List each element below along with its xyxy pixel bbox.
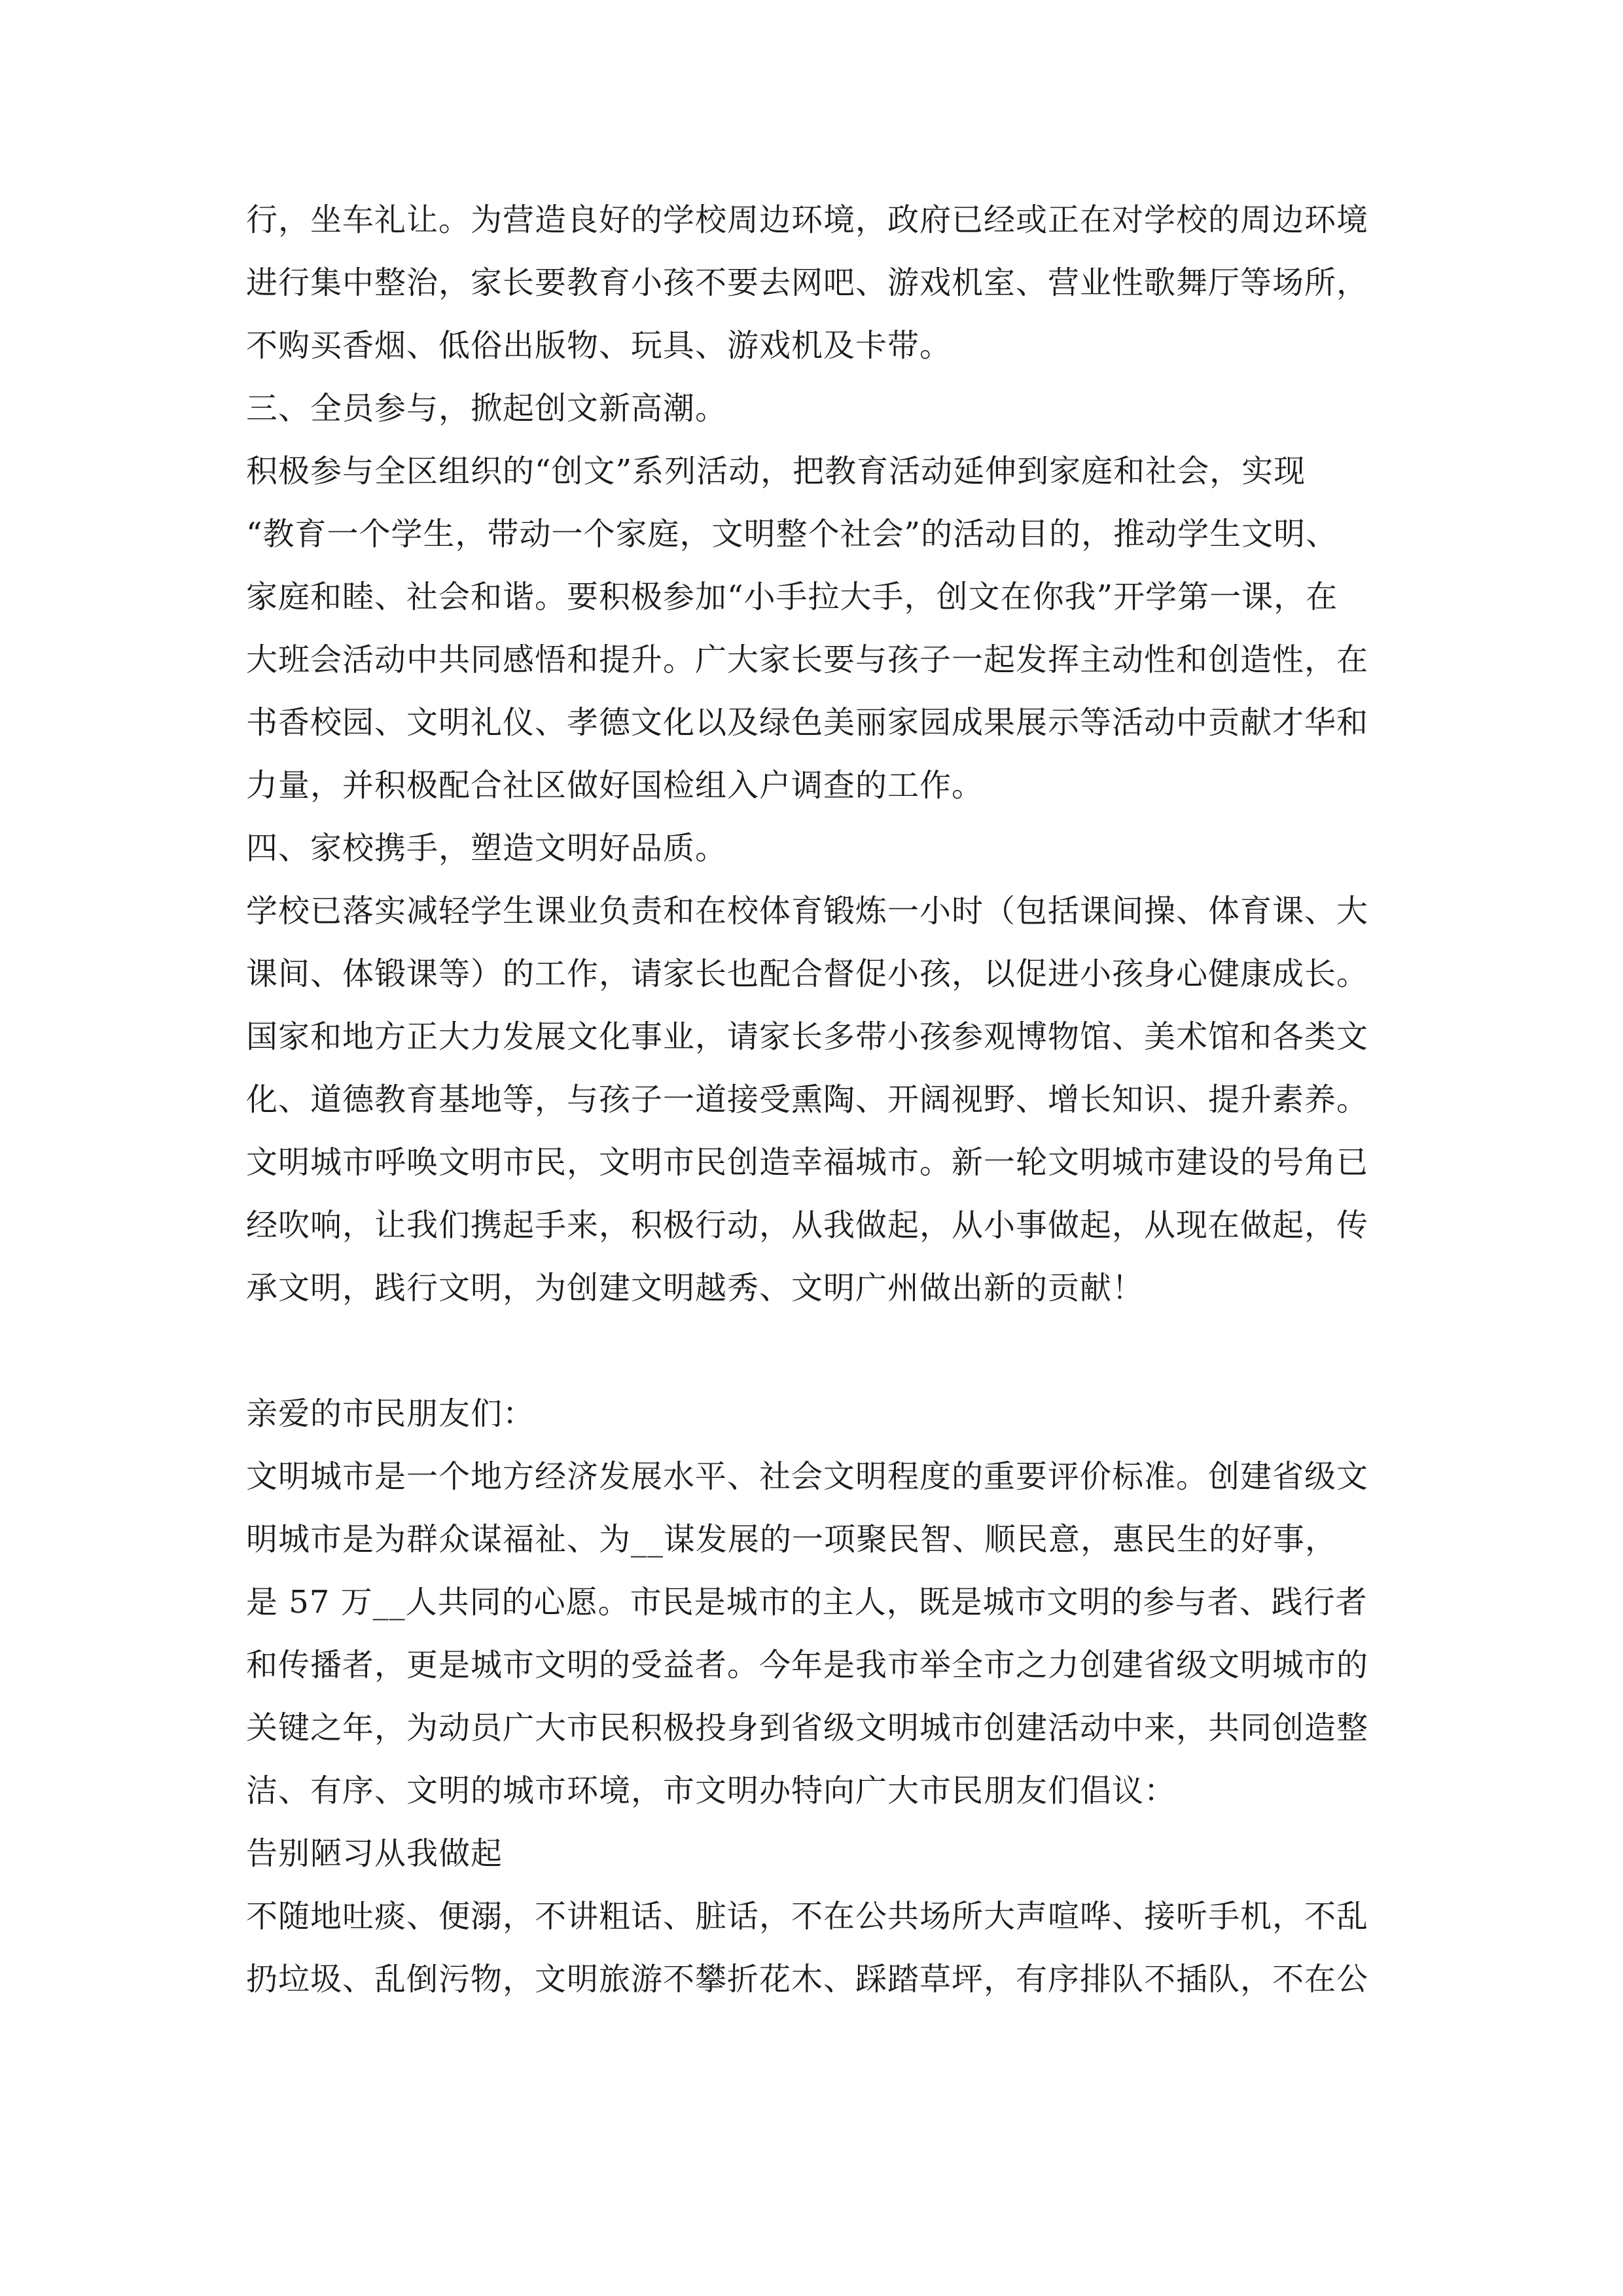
text-line: 行，坐车礼让。为营造良好的学校周边环境，政府已经或正在对学校的周边环境	[246, 202, 1369, 238]
text-line: 不购买香烟、低俗出版物、玩具、游戏机及卡带。	[246, 327, 952, 364]
subheading-body	[246, 1885, 1385, 2011]
letter-salutation: 亲爱的市民朋友们：	[246, 1395, 535, 1432]
text-line: 经吹响，让我们携起手来，积极行动，从我做起，从小事做起，从现在做起，传	[246, 1207, 1369, 1244]
text-line: 和传播者，更是城市文明的受益者。今年是我市举全市之力创建省级文明城市的	[246, 1647, 1369, 1683]
section4-body	[246, 880, 1385, 1319]
text-line: 学校已落实减轻学生课业负责和在校体育锻炼一小时（包括课间操、体育课、大	[246, 893, 1369, 929]
text-line: 文明城市是一个地方经济发展水平、社会文明程度的重要评价标准。创建省级文	[246, 1458, 1369, 1495]
text-line: 承文明，践行文明，为创建文明越秀、文明广州做出新的贡献！	[246, 1270, 1145, 1306]
text-line: 积极参与全区组织的“创文”系列活动，把教育活动延伸到家庭和社会，实现	[246, 453, 1306, 490]
text-line: 力量，并积极配合社区做好国检组入户调查的工作。	[246, 767, 984, 804]
text-line: 大班会活动中共同感悟和提升。广大家长要与孩子一起发挥主动性和创造性，在	[246, 641, 1369, 678]
text-line: 国家和地方正大力发展文化事业，请家长多带小孩参观博物馆、美术馆和各类文	[246, 1018, 1369, 1055]
text-line: 进行集中整治，家长要教育小孩不要去网吧、游戏机室、营业性歌舞厅等场所，	[246, 264, 1369, 301]
text-line: 化、道德教育基地等，与孩子一道接受熏陶、开阔视野、增长知识、提升素养。	[246, 1081, 1369, 1118]
text-line: 课间、体锻课等）的工作，请家长也配合督促小孩，以促进小孩身心健康成长。	[246, 956, 1369, 992]
document-body	[246, 188, 1385, 2011]
text-line: 家庭和睦、社会和谐。要积极参加“小手拉大手，创文在你我”开学第一课，在	[246, 579, 1338, 615]
text-line: 洁、有序、文明的城市环境，市文明办特向广大市民朋友们倡议：	[246, 1772, 1177, 1809]
paragraph-gap	[246, 1319, 1385, 1382]
section3-body	[246, 440, 1385, 817]
section1-continuation	[246, 188, 1385, 377]
text-line: 是 57 万__人共同的心愿。市民是城市的主人，既是城市文明的参与者、践行者	[246, 1584, 1368, 1621]
section-heading-3: 三、全员参与，掀起创文新高潮。	[246, 390, 728, 427]
text-line: 书香校园、文明礼仪、孝德文化以及绿色美丽家园成果展示等活动中贡献才华和	[246, 704, 1369, 741]
text-line: 关键之年，为动员广大市民积极投身到省级文明城市创建活动中来，共同创造整	[246, 1710, 1369, 1746]
subheading: 告别陋习从我做起	[246, 1835, 503, 1872]
section-heading-4: 四、家校携手，塑造文明好品质。	[246, 830, 728, 867]
text-line: 明城市是为群众谋福祉、为__谋发展的一项聚民智、顺民意，惠民生的好事，	[246, 1521, 1338, 1558]
text-line: 文明城市呼唤文明市民，文明市民创造幸福城市。新一轮文明城市建设的号角已	[246, 1144, 1369, 1181]
text-line: 不随地吐痰、便溺，不讲粗话、脏话，不在公共场所大声喧哗、接听手机，不乱	[246, 1898, 1369, 1935]
text-line: 扔垃圾、乱倒污物，文明旅游不攀折花木、踩踏草坪，有序排队不插队，不在公	[246, 1961, 1369, 1998]
text-line: “教育一个学生，带动一个家庭，文明整个社会”的活动目的，推动学生文明、	[246, 516, 1338, 552]
letter2-body	[246, 1445, 1385, 1822]
